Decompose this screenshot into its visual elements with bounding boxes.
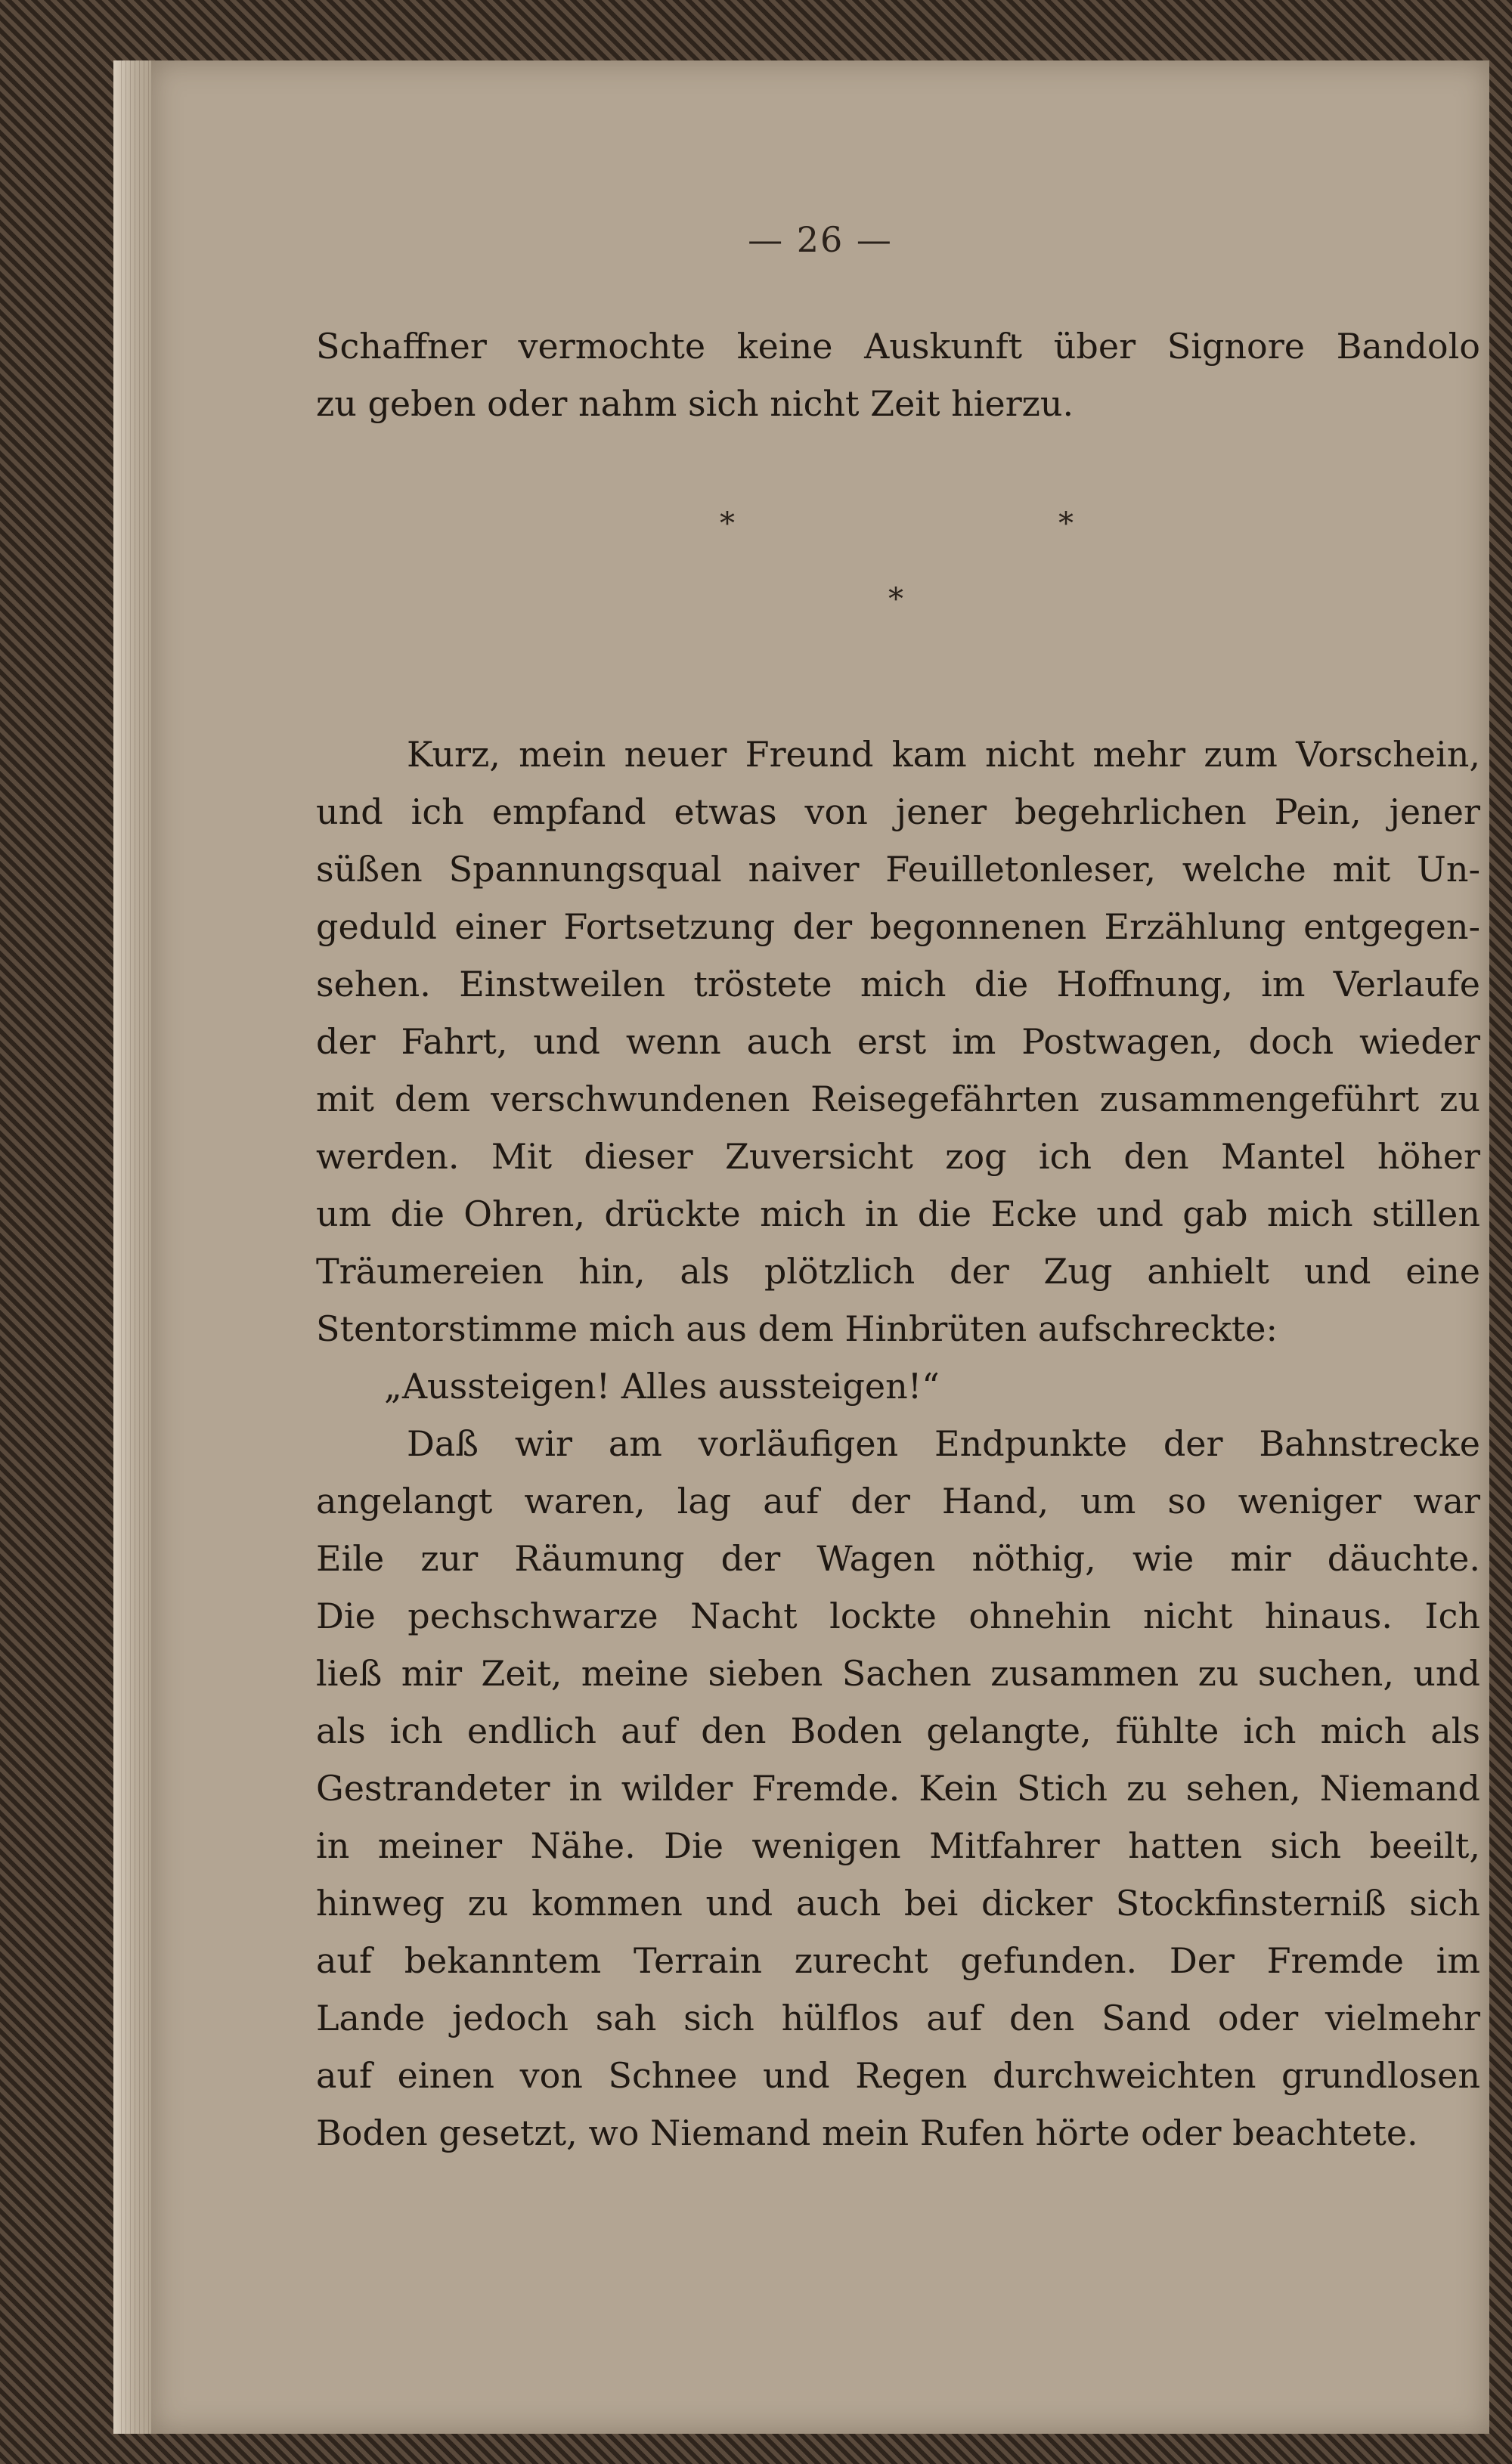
main-text — [316, 726, 1480, 2162]
text-line: geduld einer Fortsetzung der begonnenen Erzählung entgegen- — [316, 906, 1480, 947]
text-line: Schaffner vermochte keine Auskunft über Signore Bandolo — [316, 326, 1480, 367]
asterism-divider — [151, 506, 1489, 642]
book-page — [151, 60, 1489, 2434]
text-line: Lande jedoch sah sich hülflos auf den Sand oder vielmehr — [316, 1998, 1480, 2038]
quote-line: „Aussteigen! Alles aussteigen!“ — [384, 1366, 940, 1407]
asterisk-mark: * — [1058, 506, 1074, 541]
text-line: Die pechschwarze Nacht lockte ohnehin nicht hinaus. Ich — [316, 1596, 1480, 1636]
intro-text — [316, 317, 1480, 432]
text-line: angelangt waren, lag auf der Hand, um so weniger war — [316, 1481, 1480, 1521]
text-line: und ich empfand etwas von jener begehrlichen Pein, jener — [316, 791, 1480, 832]
asterisk-mark: * — [720, 506, 735, 541]
text-line: auf einen von Schnee und Regen durchweichten grundlosen — [316, 2055, 1480, 2096]
text-line: Träumereien hin, als plötzlich der Zug anhielt und eine — [316, 1251, 1480, 1292]
text-line: Eile zur Räumung der Wagen nöthig, wie mir däuchte. — [316, 1538, 1480, 1579]
text-line: zu geben oder nahm sich nicht Zeit hierzu. — [316, 383, 1074, 424]
text-line: um die Ohren, drückte mich in die Ecke und gab mich stillen — [316, 1193, 1480, 1234]
text-line: Gestrandeter in wilder Fremde. Kein Stich zu sehen, Niemand — [316, 1768, 1480, 1809]
text-line: sehen. Einstweilen tröstete mich die Hoffnung, im Verlaufe — [316, 964, 1480, 1004]
text-line: auf bekanntem Terrain zurecht gefunden. Der Fremde im — [316, 1940, 1480, 1981]
page-number: — 26 — — [748, 219, 893, 260]
text-line: Kurz, mein neuer Freund kam nicht mehr zum Vorschein, — [407, 734, 1480, 775]
text-line: ließ mir Zeit, meine sieben Sachen zusammen zu suchen, und — [316, 1653, 1480, 1694]
text-line: Daß wir am vorläufigen Endpunkte der Bahnstrecke — [407, 1423, 1480, 1464]
text-line: in meiner Nähe. Die wenigen Mitfahrer hatten sich beeilt, — [316, 1825, 1480, 1866]
text-line: Boden gesetzt, wo Niemand mein Rufen hörte oder beachtete. — [316, 2113, 1418, 2153]
text-line: Stentorstimme mich aus dem Hinbrüten aufschreckte: — [316, 1308, 1278, 1349]
text-line: süßen Spannungsqual naiver Feuilletonleser, welche mit Un- — [316, 849, 1480, 890]
text-line: hinweg zu kommen und auch bei dicker Stockfinsterniß sich — [316, 1883, 1480, 1924]
text-line: der Fahrt, und wenn auch erst im Postwagen, doch wieder — [316, 1021, 1480, 1062]
text-line: werden. Mit dieser Zuversicht zog ich den Mantel höher — [316, 1136, 1480, 1177]
text-line: mit dem verschwundenen Reisegefährten zusammengeführt zu — [316, 1079, 1480, 1119]
text-line: als ich endlich auf den Boden gelangte, fühlte ich mich als — [316, 1710, 1480, 1751]
asterisk-mark: * — [888, 582, 903, 617]
